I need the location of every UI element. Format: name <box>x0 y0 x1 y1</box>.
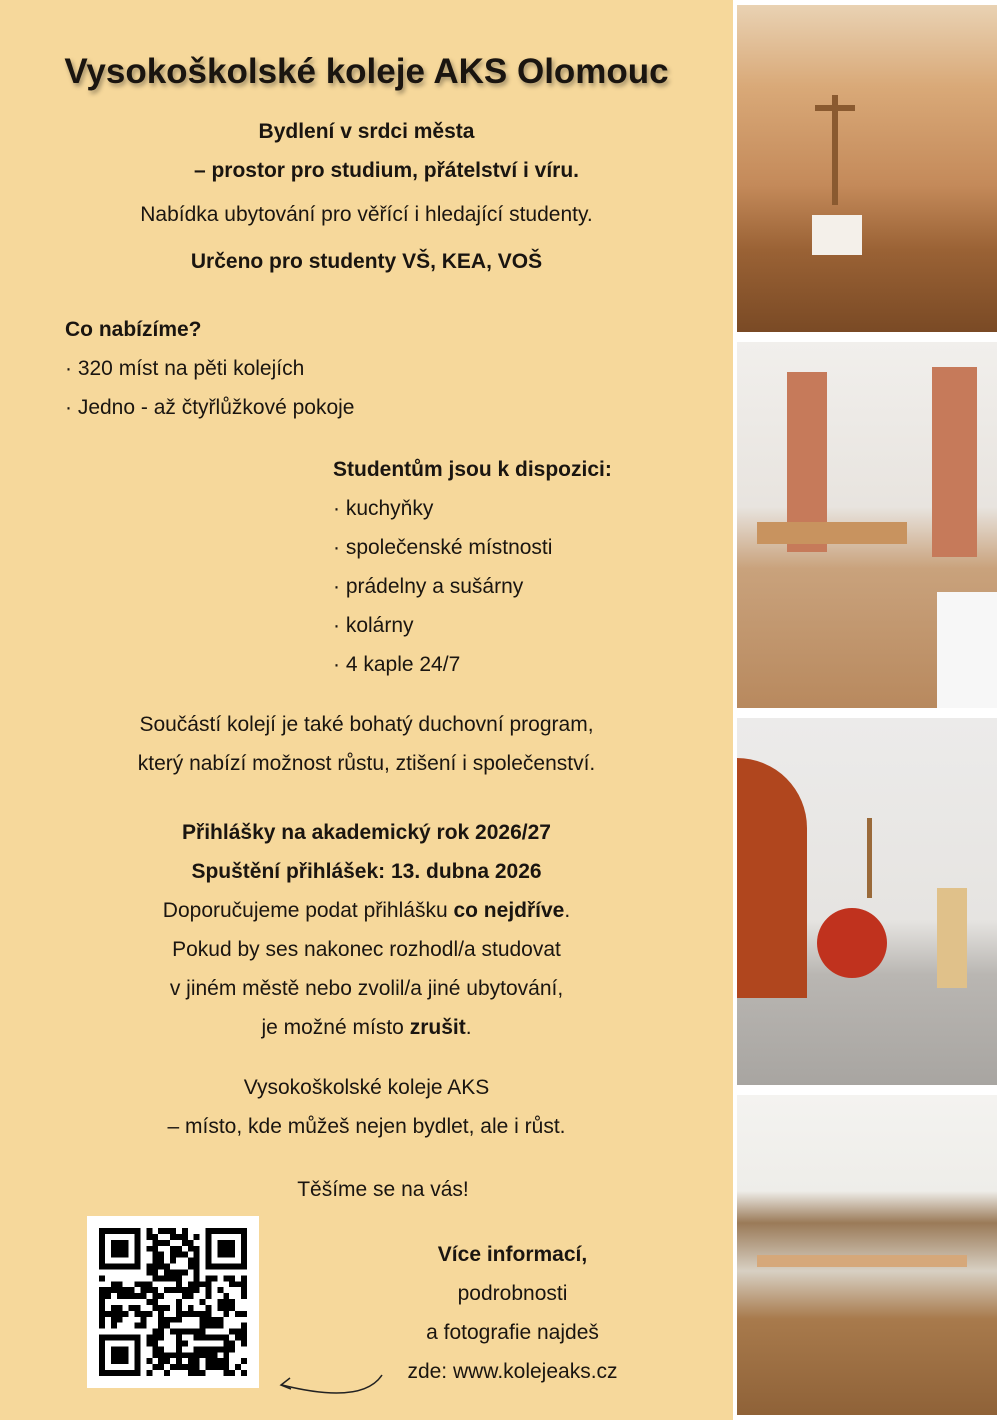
application-start: Spuštění přihlášek: 13. dubna 2026 <box>191 860 542 883</box>
facilities-section <box>333 450 612 684</box>
spiritual-line: který nabízí možnost růstu, ztišení i společenství. <box>137 752 596 775</box>
dorm-room-photo <box>737 342 997 708</box>
cancel-info: Pokud by ses nakonec rozhodl/a studovat <box>172 938 561 961</box>
application-info <box>0 813 733 1047</box>
offer-item: · 320 míst na pěti kolejích <box>65 357 305 380</box>
motto <box>0 1068 733 1146</box>
facilities-heading: Studentům jsou k dispozici: <box>333 458 612 481</box>
subtitle-line: Bydlení v srdci města <box>258 120 475 143</box>
spiritual-line: Součástí kolejí je také bohatý duchovní program, <box>139 713 594 736</box>
page-title: Vysokoškolské koleje AKS Olomouc <box>64 52 669 91</box>
chapel-room-photo <box>737 718 997 1085</box>
qr-code[interactable] <box>87 1216 259 1388</box>
cancel-info <box>0 1008 733 1047</box>
offer-item: · Jedno - až čtyřlůžkové pokoje <box>65 396 355 419</box>
emphasis: co nejdříve <box>453 899 565 922</box>
greeting: Těšíme se na vás! <box>297 1178 469 1201</box>
chapel-photo <box>737 5 997 332</box>
cancel-info: v jiném městě nebo zvolil/a jiné ubytování, <box>169 977 564 1000</box>
motto-line: Vysokoškolské koleje AKS <box>243 1076 490 1099</box>
recommendation <box>0 891 733 930</box>
target-audience: Určeno pro studenty VŠ, KEA, VOŠ <box>190 250 543 273</box>
info-heading: Více informací, <box>437 1243 588 1266</box>
facility-item: · kolárny <box>333 614 414 637</box>
offer-section <box>65 310 354 427</box>
facility-item: · kuchyňky <box>333 497 434 520</box>
facility-item: · prádelny a sušárny <box>333 575 524 598</box>
offer-line: Nabídka ubytování pro věřící i hledající studenty. <box>140 203 593 226</box>
info-line: a fotografie najdeš <box>426 1321 599 1344</box>
text: . <box>465 1016 472 1039</box>
more-info <box>385 1235 640 1391</box>
application-year: Přihlášky na akademický rok 2026/27 <box>182 821 551 844</box>
arrow-icon <box>272 1370 387 1405</box>
spiritual-program <box>0 705 733 783</box>
kitchen-photo <box>737 1095 997 1415</box>
text: je možné místo <box>261 1016 410 1039</box>
facility-item: · společenské místnosti <box>333 536 553 559</box>
emphasis: zrušit <box>409 1016 466 1039</box>
subtitle-line: – prostor pro studium, přátelství i víru. <box>193 159 580 182</box>
text: Doporučujeme podat přihlášku <box>162 899 454 922</box>
website-link[interactable]: zde: www.kolejeaks.cz <box>407 1360 618 1383</box>
info-line: podrobnosti <box>457 1282 568 1305</box>
motto-line: – místo, kde můžeš nejen bydlet, ale i růst. <box>167 1115 566 1138</box>
offer-heading: Co nabízíme? <box>65 318 202 341</box>
text: . <box>564 899 571 922</box>
facility-item: · 4 kaple 24/7 <box>333 653 461 676</box>
photo-column <box>733 0 1000 1420</box>
subtitle <box>0 112 733 190</box>
